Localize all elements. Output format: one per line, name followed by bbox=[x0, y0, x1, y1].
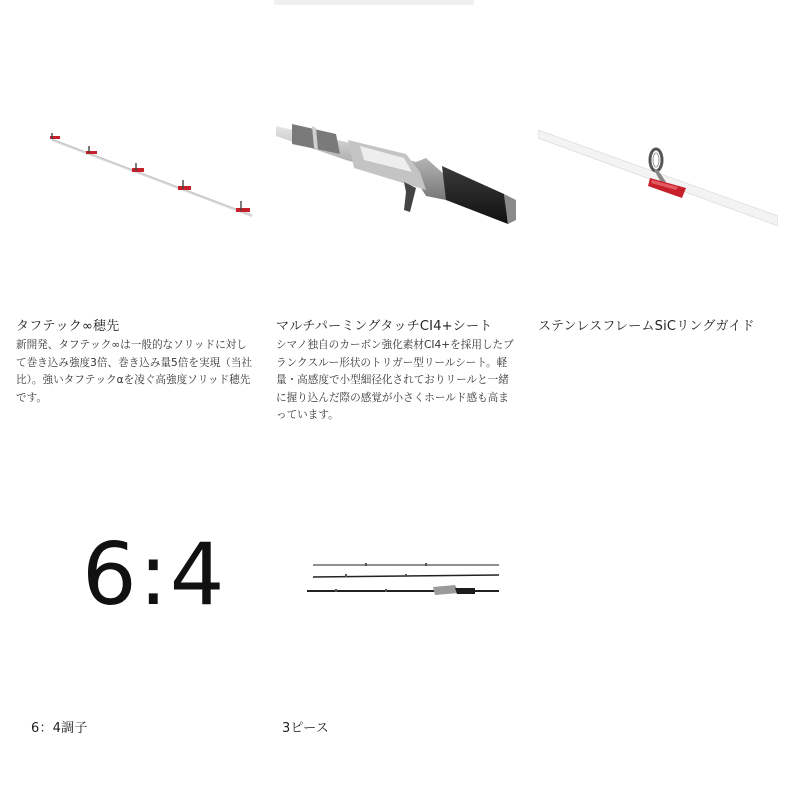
top-divider-bar bbox=[274, 0, 474, 5]
feature-title: タフテック∞穂先 bbox=[16, 319, 120, 334]
three-piece-rod-image bbox=[305, 555, 545, 605]
action-ratio-graphic: 6:4 bbox=[82, 525, 227, 625]
feature-title: 6：4調子 bbox=[31, 721, 88, 736]
ring-guide-image bbox=[538, 120, 778, 320]
solid-tip-rod-image bbox=[48, 128, 288, 328]
feature-title: ステンレスフレームSiCリングガイド bbox=[538, 319, 755, 334]
feature-title: 3ピース bbox=[282, 721, 329, 736]
feature-title: マルチパーミングタッチCI4+シート bbox=[276, 319, 493, 334]
reel-seat-image bbox=[276, 120, 516, 320]
feature-description: 新開発、タフテック∞は一般的なソリッドに対して巻き込み強度3倍、巻き込み量5倍を実現（当社比）。強いタフテックαを凌ぐ高強度ソリッド穂先です。 bbox=[16, 339, 252, 404]
feature-description: シマノ独自のカーボン強化素材CI4+を採用したブランクスルー形状のトリガー型リールシート。軽量・高感度で小型細径化されておりリールと一緒に握り込んだ際の感覚が小さくホールド感も高まっています。 bbox=[276, 339, 514, 421]
